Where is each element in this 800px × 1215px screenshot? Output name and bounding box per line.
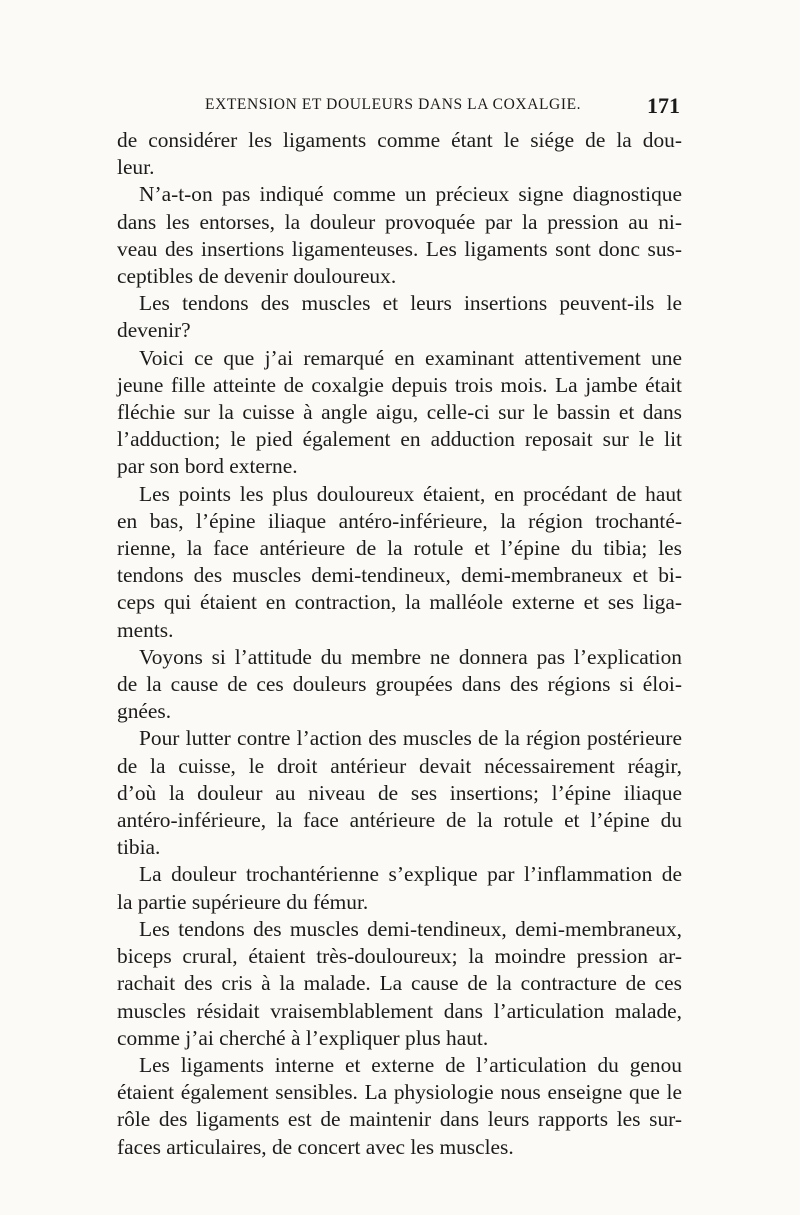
text-line: étaient également sensibles. La physiologie nous enseigne que le [117,1080,682,1105]
body-text [117,127,682,1161]
page-number: 171 [647,93,680,118]
text-line: d’où la douleur au niveau de ses insertions; l’épine iliaque [117,780,682,805]
text-line: par son bord externe. [117,454,298,479]
text-line: dans les entorses, la douleur provoquée par la pression au ni- [117,209,682,234]
paragraph [117,644,682,726]
text-line: Voyons si l’attitude du membre ne donnera pas l’explication [139,644,682,669]
text-line: de considérer les ligaments comme étant le siége de la dou- [117,128,682,152]
paragraph [117,725,682,861]
text-line: Voici ce que j’ai remarqué en examinant attentivement une [139,345,682,370]
text-line: Pour lutter contre l’action des muscles de la région postérieure [139,726,682,751]
paragraph [117,1052,682,1161]
text-line: ceps qui étaient en contraction, la malléole externe et ses liga- [117,590,682,615]
text-line: Les ligaments interne et externe de l’articulation du genou [139,1052,682,1077]
text-line: ceptibles de devenir douloureux. [117,264,397,289]
text-line: gnées. [117,699,172,724]
text-line: N’a-t-on pas indiqué comme un précieux signe diagnostique [139,182,682,207]
text-line: en bas, l’épine iliaque antéro-inférieure, la région trochanté- [117,508,682,533]
paragraph [117,290,682,344]
text-line: Les points les plus douloureux étaient, en procédant de haut [139,481,682,506]
text-line: Les tendons des muscles et leurs insertions peuvent-ils le [139,291,682,316]
text-line: l’adduction; le pied également en adduction reposait sur le lit [117,427,682,452]
text-line: veau des insertions ligamenteuses. Les ligaments sont donc sus- [117,236,682,261]
text-line: jeune fille atteinte de coxalgie depuis trois mois. La jambe était [117,372,682,397]
paragraph [117,127,682,181]
text-line: devenir? [117,318,191,343]
text-line: rôle des ligaments est de maintenir dans leurs rapports les sur- [117,1107,682,1132]
text-line: la partie supérieure du fémur. [117,889,369,914]
running-head [117,93,682,120]
text-line: fléchie sur la cuisse à angle aigu, celle-ci sur le bassin et dans [117,400,682,425]
text-line: de la cause de ces douleurs groupées dans des régions si éloi- [117,672,682,697]
text-line: Les tendons des muscles demi-tendineux, demi-membraneux, [139,916,682,941]
paragraph [117,345,682,481]
text-line: biceps crural, étaient très-douloureux; la moindre pression ar- [117,944,682,969]
text-line: antéro-inférieure, la face antérieure de la rotule et l’épine du [117,808,682,833]
text-line: rachait des cris à la malade. La cause de la contracture de ces [117,971,682,996]
running-title: EXTENSION ET DOULEURS DANS LA COXALGIE. [205,96,582,113]
paragraph [117,861,682,915]
text-line: leur. [117,155,155,180]
text-line: de la cuisse, le droit antérieur devait nécessairement réagir, [117,753,682,778]
text-line: La douleur trochantérienne s’explique par l’inflammation de [139,862,682,887]
text-line: ments. [117,617,174,642]
paragraph [117,181,682,290]
text-line: faces articulaires, de concert avec les muscles. [117,1134,514,1159]
paragraph [117,481,682,644]
text-line: tendons des muscles demi-tendineux, demi-membraneux et bi- [117,563,682,588]
text-line: tibia. [117,835,161,860]
text-line: comme j’ai cherché à l’expliquer plus haut. [117,1025,489,1050]
text-line: rienne, la face antérieure de la rotule et l’épine du tibia; les [117,536,682,561]
paragraph [117,916,682,1052]
text-line: muscles résidait vraisemblablement dans l’articulation malade, [117,998,682,1023]
